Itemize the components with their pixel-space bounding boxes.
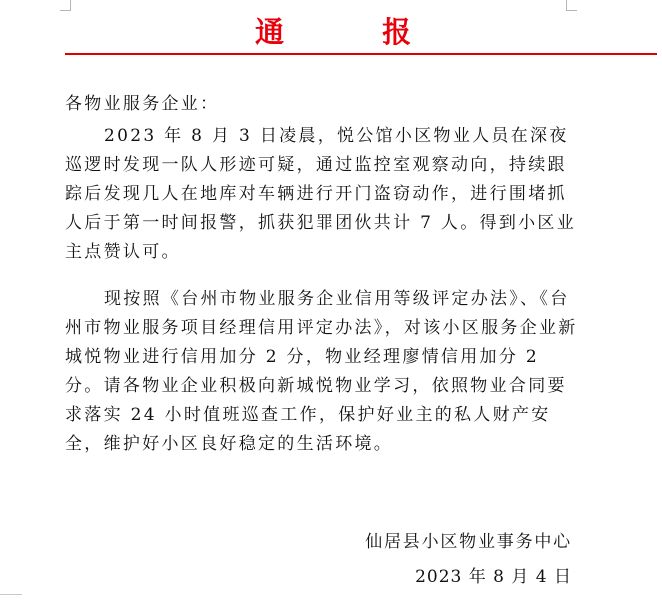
title-red-rule — [65, 53, 657, 55]
issuer-signature: 仙居县小区物业事务中心 — [365, 532, 572, 552]
notice-title: 通 报 — [255, 15, 456, 49]
page-corner-mark-top-left — [60, 0, 71, 11]
page-corner-mark-top-right — [566, 0, 577, 11]
page-corner-mark-bottom-left — [0, 594, 22, 605]
body-paragraph-1: 2023 年 8 月 3 日凌晨，悦公馆小区物业人员在深夜巡逻时发现一队人形迹可疑，通过监控室观察动向，持续跟踪后发现几人在地库对车辆进行开门盗窃动作，进行围堵抓人后于第一时间报警，抓获犯罪团伙共计 7 人。得到小区业主点赞认可。 — [65, 126, 577, 262]
issue-date: 2023 年 8 月 4 日 — [415, 567, 572, 587]
body-paragraph-2: 现按照《台州市物业服务企业信用等级评定办法》、《台州市物业服务项目经理信用评定办法》，对该小区服务企业新城悦物业进行信用加分 2 分，物业经理廖情信用加分 2 分。请各物业企业积极向新城悦物业学习，依照物业合同要求落实 24 小时值班巡查工作，保护好业主的私人财产安全，维护好小区良好稳定的生活环境。 — [65, 289, 578, 454]
salutation: 各物业服务企业： — [65, 94, 220, 114]
